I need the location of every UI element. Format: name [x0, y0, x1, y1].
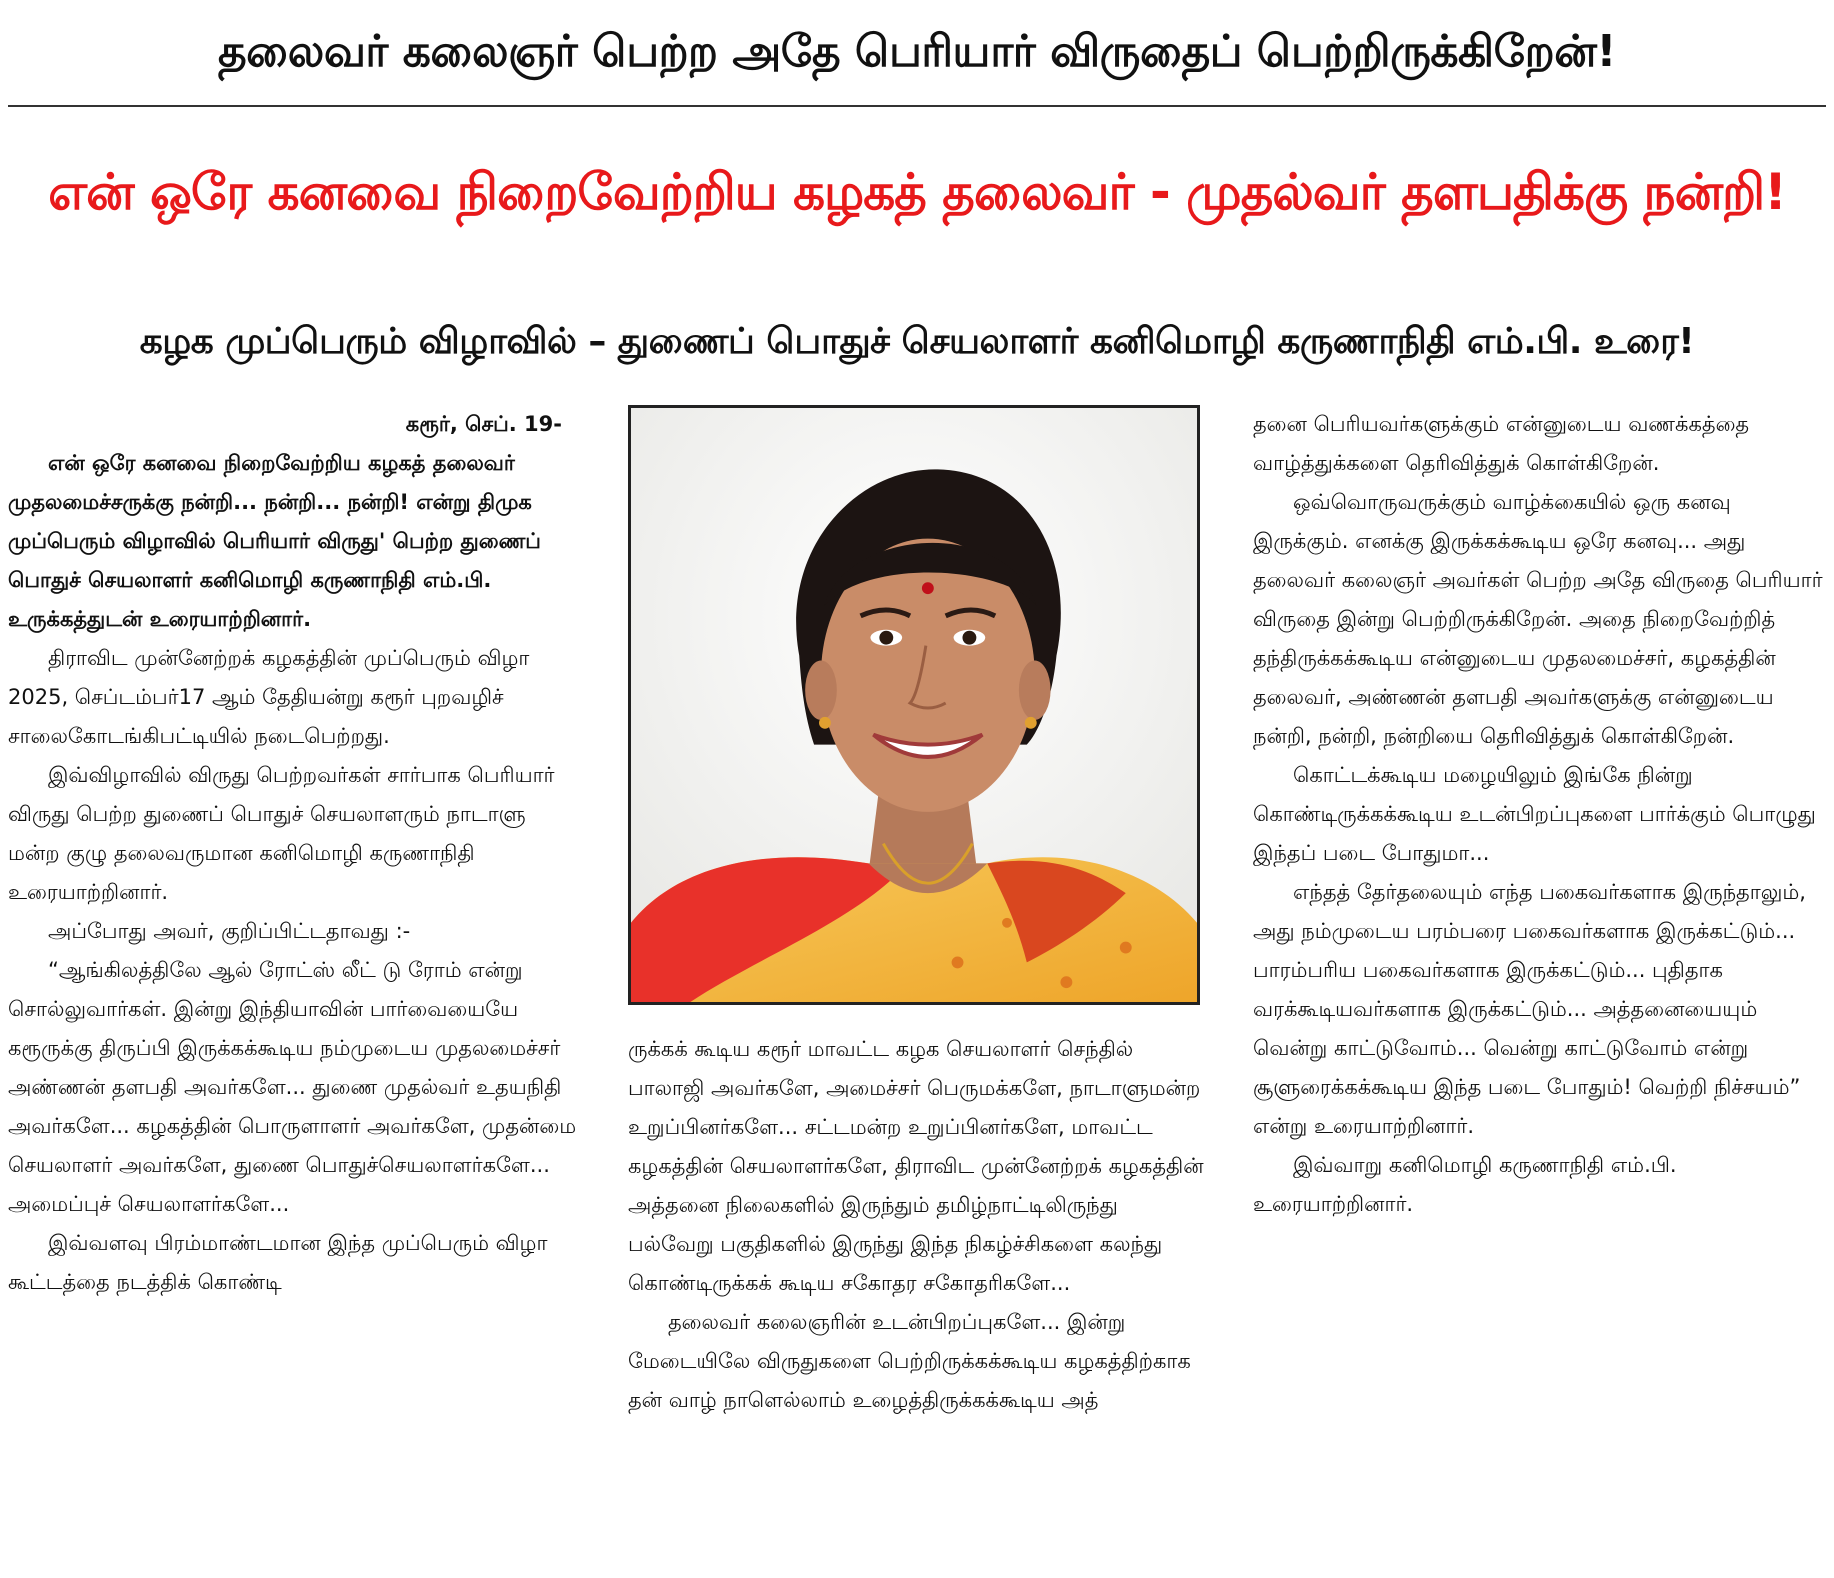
main-headline: என் ஒரே கனவை நிறைவேற்றிய கழகத் தலைவர் - முதல்வர் தளபதிக்கு நன்றி!	[48, 163, 1786, 221]
sub-headline: கழக முப்பெரும் விழாவில் – துணைப் பொதுச் செயலாளர் கனிமொழி கருணாநிதி எம்.பி. உரை!	[139, 321, 1695, 362]
body-paragraph: தலைவர் கலைஞரின் உடன்பிறப்புகளே... இன்று மேடையிலே விருதுகளை பெற்றிருக்கக்கூடிய கழகத்திற்காக தன் வாழ் நாளெல்லாம் உழைத்திருக்கக்கூடிய அத்	[628, 1310, 1191, 1412]
divider-rule	[8, 105, 1826, 107]
body-paragraph: எந்தத் தேர்தலையும் எந்த பகைவர்களாக இருந்தாலும், அது நம்முடைய பரம்பரை பகைவர்களாக இருக்கட்டும்... பாரம்பரிய பகைவர்களாக இருக்கட்டும்... புதிதாக வரக்கூடியவர்களாக இருக்கட்டும்... அத்தனையையும் வென்று காட்டுவோம்... வென்று காட்டுவோம் என்று சூளுரைக்கக்கூடிய இந்த படை போதும்! வெற்றி நிச்சயம்” என்று உரையாற்றினார்.	[1253, 880, 1806, 1138]
kicker-headline: தலைவர் கலைஞர் பெற்ற அதே பெரியார் விருதைப் பெற்றிருக்கிறேன்!	[218, 26, 1616, 77]
lead-paragraph: என் ஒரே கனவை நிறைவேற்றிய கழகத் தலைவர் முதலமைச்சருக்கு நன்றி... நன்றி... நன்றி! என்று திமுக முப்பெரும் விழாவில் பெரியார் விருது' பெற்ற துணைப் பொதுச் செயலாளர் கனிமொழி கருணாநிதி எம்.பி. உருக்கத்துடன் உரையாற்றினார்.	[8, 451, 541, 631]
article-column-3	[1253, 405, 1825, 1575]
body-paragraph: அப்போது அவர், குறிப்பிட்டதாவது :-	[48, 919, 411, 943]
portrait-photo	[628, 405, 1200, 1005]
article-column-2	[628, 1030, 1208, 1575]
body-paragraph: ஒவ்வொருவருக்கும் வாழ்க்கையில் ஒரு கனவு இருக்கும். எனக்கு இருக்கக்கூடிய ஒரே கனவு... அது தலைவர் கலைஞர் அவர்கள் பெற்ற அதே விருதை பெரியார் விருதை இன்று பெற்றிருக்கிறேன். அதை நிறைவேற்றித் தந்திருக்கக்கூடிய என்னுடைய முதலமைச்சர், கழகத்தின் தலைவர், அண்ணன் தளபதி அவர்களுக்கு என்னுடைய நன்றி, நன்றி, நன்றியை தெரிவித்துக் கொள்கிறேன்.	[1253, 490, 1823, 748]
body-paragraph: “ஆங்கிலத்திலே ஆல் ரோட்ஸ் லீட் டு ரோம் என்று சொல்லுவார்கள். இன்று இந்தியாவின் பார்வையையே கரூருக்கு திருப்பி இருக்கக்கூடிய நம்முடைய முதலமைச்சர் அண்ணன் தளபதி அவர்களே... துணை முதல்வர் உதயநிதி அவர்களே... கழகத்தின் பொருளாளர் அவர்களே, முதன்மை செயலாளர் அவர்களே, துணை பொதுச்செயலாளர்களே... அமைப்புச் செயலாளர்களே...	[8, 958, 577, 1216]
body-paragraph: இவ்வளவு பிரம்மாண்டமான இந்த முப்பெரும் விழா கூட்டத்தை நடத்திக் கொண்டி	[8, 1231, 548, 1294]
body-paragraph: திராவிட முன்னேற்றக் கழகத்தின் முப்பெரும் விழா 2025, செப்டம்பர்17 ஆம் தேதியன்று கரூர் புறவழிச் சாலைகோடங்கிபட்டியில் நடைபெற்றது.	[8, 646, 530, 748]
body-paragraph: இவ்வாறு கனிமொழி கருணாநிதி எம்.பி. உரையாற்றினார்.	[1253, 1153, 1677, 1216]
portrait-woman-saree-icon	[631, 408, 1197, 1002]
body-paragraph: ருக்கக் கூடிய கரூர் மாவட்ட கழக செயலாளர் செந்தில் பாலாஜி அவர்களே, அமைச்சர் பெருமக்களே, நாடாளுமன்ற உறுப்பினர்களே... சட்டமன்ற உறுப்பினர்களே, மாவட்ட கழகத்தின் செயலாளர்களே, திராவிட முன்னேற்றக் கழகத்தின் அத்தனை நிலைகளில் இருந்தும் தமிழ்நாட்டிலிருந்து பல்வேறு பகுதிகளில் இருந்து இந்த நிகழ்ச்சிகளை கலந்து கொண்டிருக்கக் கூடிய சகோதர சகோதரிகளே...	[628, 1037, 1204, 1295]
body-paragraph: தனை பெரியவர்களுக்கும் என்னுடைய வணக்கத்தை வாழ்த்துக்களை தெரிவித்துக் கொள்கிறேன்.	[1253, 412, 1750, 475]
body-paragraph: இவ்விழாவில் விருது பெற்றவர்கள் சார்பாக பெரியார் விருது பெற்ற துணைப் பொதுச் செயலாளரும் நாடாளு மன்ற குழு தலைவருமான கனிமொழி கருணாநிதி உரையாற்றினார்.	[8, 763, 555, 904]
dateline: கரூர், செப். 19-	[405, 412, 562, 436]
article-column-1	[8, 405, 580, 1575]
body-paragraph: கொட்டக்கூடிய மழையிலும் இங்கே நின்று கொண்டிருக்கக்கூடிய உடன்பிறப்புகளை பார்க்கும் பொழுது இந்தப் படை போதுமா...	[1253, 763, 1816, 865]
